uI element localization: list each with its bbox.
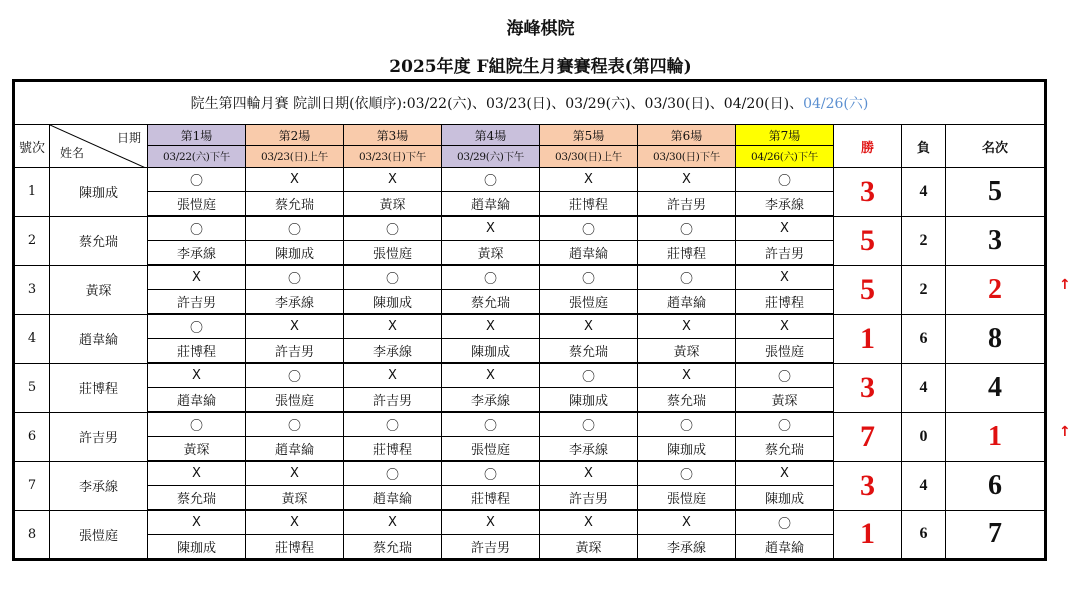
player-name: 蔡允瑞 bbox=[50, 216, 148, 265]
opponent-name: 李承線 bbox=[638, 535, 736, 560]
player-losses: 0 bbox=[902, 412, 946, 461]
game-header-5: 第5場 bbox=[540, 125, 638, 146]
game-result: X bbox=[246, 510, 344, 535]
game-result: X bbox=[246, 314, 344, 339]
opponent-name: 許吉男 bbox=[638, 192, 736, 217]
opponent-name: 許吉男 bbox=[148, 290, 246, 315]
player-rank: 1 bbox=[946, 412, 1046, 461]
opponent-name: 蔡允瑞 bbox=[344, 535, 442, 560]
player-row-8 bbox=[14, 510, 1046, 535]
player-number: 3 bbox=[14, 265, 50, 314]
info-dates: 院生第四輪月賽 院訓日期(依順序):03/22(六)、03/23(日)、03/29(六)、03/30(日)、04/20(日)、 bbox=[190, 96, 804, 112]
game-result: 〇 bbox=[246, 363, 344, 388]
opponent-name: 趙韋綸 bbox=[442, 192, 540, 217]
game-result: 〇 bbox=[344, 412, 442, 437]
opponent-name: 蔡允瑞 bbox=[540, 339, 638, 364]
opponent-name: 陳珈成 bbox=[736, 486, 834, 511]
game-date-7: 04/26(六)下午 bbox=[736, 146, 834, 168]
game-result: X bbox=[344, 510, 442, 535]
game-result: X bbox=[148, 265, 246, 290]
game-date-2: 03/23(日)上午 bbox=[246, 146, 344, 168]
game-result: X bbox=[246, 461, 344, 486]
game-result: 〇 bbox=[540, 265, 638, 290]
opponent-name: 蔡允瑞 bbox=[442, 290, 540, 315]
game-result: X bbox=[540, 314, 638, 339]
game-result: 〇 bbox=[736, 168, 834, 192]
game-result: X bbox=[638, 314, 736, 339]
player-rank: 6 bbox=[946, 461, 1046, 510]
player-wins: 3 bbox=[834, 168, 902, 217]
opponent-name: 張愷庭 bbox=[148, 192, 246, 217]
player-rank: 5 bbox=[946, 168, 1046, 217]
game-result: 〇 bbox=[442, 412, 540, 437]
opponent-name: 張愷庭 bbox=[736, 339, 834, 364]
player-wins: 5 bbox=[834, 216, 902, 265]
player-wins: 1 bbox=[834, 510, 902, 560]
opponent-name: 陳珈成 bbox=[540, 388, 638, 413]
player-losses: 4 bbox=[902, 363, 946, 412]
player-row-3 bbox=[14, 265, 1046, 290]
opponent-name: 許吉男 bbox=[540, 486, 638, 511]
opponent-name: 張愷庭 bbox=[344, 241, 442, 266]
opponent-name: 許吉男 bbox=[736, 241, 834, 266]
rank-up-arrow-icon: ↑ bbox=[1059, 277, 1071, 293]
opponent-name: 陳珈成 bbox=[442, 339, 540, 364]
opponent-name: 蔡允瑞 bbox=[148, 486, 246, 511]
header-date-label: 日期 bbox=[116, 131, 141, 145]
opponent-name: 李承線 bbox=[344, 339, 442, 364]
game-result: 〇 bbox=[540, 363, 638, 388]
game-result: X bbox=[736, 461, 834, 486]
player-number: 2 bbox=[14, 216, 50, 265]
player-name: 許吉男 bbox=[50, 412, 148, 461]
header-name-label: 姓名 bbox=[60, 146, 85, 160]
opponent-name: 李承線 bbox=[148, 241, 246, 266]
game-result: X bbox=[736, 216, 834, 241]
header-loss: 負 bbox=[902, 125, 946, 168]
game-result: 〇 bbox=[736, 510, 834, 535]
opponent-name: 許吉男 bbox=[442, 535, 540, 560]
opponent-name: 黃琛 bbox=[344, 192, 442, 217]
game-result: 〇 bbox=[638, 216, 736, 241]
player-wins: 5 bbox=[834, 265, 902, 314]
player-row-5 bbox=[14, 363, 1046, 388]
opponent-name: 莊博程 bbox=[442, 486, 540, 511]
game-result: 〇 bbox=[442, 461, 540, 486]
opponent-name: 蔡允瑞 bbox=[246, 192, 344, 217]
opponent-name: 蔡允瑞 bbox=[638, 388, 736, 413]
opponent-name: 黃琛 bbox=[736, 388, 834, 413]
player-number: 7 bbox=[14, 461, 50, 510]
opponent-name: 趙韋綸 bbox=[246, 437, 344, 462]
header-number: 號次 bbox=[14, 125, 50, 168]
game-date-3: 03/23(日)下午 bbox=[344, 146, 442, 168]
header-win: 勝 bbox=[834, 125, 902, 168]
game-date-6: 03/30(日)下午 bbox=[638, 146, 736, 168]
game-header-3: 第3場 bbox=[344, 125, 442, 146]
opponent-name: 蔡允瑞 bbox=[736, 437, 834, 462]
player-number: 6 bbox=[14, 412, 50, 461]
player-wins: 1 bbox=[834, 314, 902, 363]
opponent-name: 張愷庭 bbox=[638, 486, 736, 511]
game-result: 〇 bbox=[442, 265, 540, 290]
opponent-name: 莊博程 bbox=[246, 535, 344, 560]
player-row-2 bbox=[14, 216, 1046, 241]
player-name: 莊博程 bbox=[50, 363, 148, 412]
player-row-1 bbox=[14, 168, 1046, 192]
game-result: 〇 bbox=[344, 265, 442, 290]
game-result: 〇 bbox=[442, 168, 540, 192]
opponent-name: 莊博程 bbox=[540, 192, 638, 217]
info-highlight-date: 04/26(六) bbox=[803, 96, 869, 112]
opponent-name: 趙韋綸 bbox=[736, 535, 834, 560]
rank-up-arrow-icon: ↑ bbox=[1059, 424, 1071, 440]
player-losses: 6 bbox=[902, 314, 946, 363]
game-result: X bbox=[540, 461, 638, 486]
opponent-name: 李承線 bbox=[736, 192, 834, 217]
player-wins: 3 bbox=[834, 363, 902, 412]
player-name: 李承線 bbox=[50, 461, 148, 510]
game-date-4: 03/29(六)下午 bbox=[442, 146, 540, 168]
game-result: 〇 bbox=[540, 216, 638, 241]
game-result: 〇 bbox=[246, 412, 344, 437]
game-result: 〇 bbox=[638, 461, 736, 486]
player-name: 陳珈成 bbox=[50, 168, 148, 217]
player-number: 8 bbox=[14, 510, 50, 560]
game-result: 〇 bbox=[246, 216, 344, 241]
game-date-5: 03/30(日)上午 bbox=[540, 146, 638, 168]
player-rank: 4 bbox=[946, 363, 1046, 412]
game-result: X bbox=[638, 363, 736, 388]
game-result: X bbox=[638, 168, 736, 192]
opponent-name: 陳珈成 bbox=[638, 437, 736, 462]
player-name: 黃琛 bbox=[50, 265, 148, 314]
game-result: X bbox=[344, 363, 442, 388]
game-result: X bbox=[736, 314, 834, 339]
player-name: 趙韋綸 bbox=[50, 314, 148, 363]
game-header-6: 第6場 bbox=[638, 125, 736, 146]
player-losses: 4 bbox=[902, 461, 946, 510]
opponent-name: 陳珈成 bbox=[344, 290, 442, 315]
game-header-7: 第7場 bbox=[736, 125, 834, 146]
player-rank: 2 bbox=[946, 265, 1046, 314]
player-losses: 6 bbox=[902, 510, 946, 560]
player-number: 1 bbox=[14, 168, 50, 217]
player-losses: 2 bbox=[902, 265, 946, 314]
game-result: X bbox=[344, 314, 442, 339]
game-result: 〇 bbox=[246, 265, 344, 290]
player-row-7 bbox=[14, 461, 1046, 486]
opponent-name: 莊博程 bbox=[736, 290, 834, 315]
schedule-table bbox=[12, 79, 1047, 561]
player-rank: 7 bbox=[946, 510, 1046, 560]
game-result: 〇 bbox=[148, 168, 246, 192]
game-header-2: 第2場 bbox=[246, 125, 344, 146]
game-result: X bbox=[540, 510, 638, 535]
player-wins: 7 bbox=[834, 412, 902, 461]
game-result: X bbox=[540, 168, 638, 192]
player-losses: 2 bbox=[902, 216, 946, 265]
player-wins: 3 bbox=[834, 461, 902, 510]
opponent-name: 莊博程 bbox=[638, 241, 736, 266]
game-result: 〇 bbox=[540, 412, 638, 437]
player-number: 4 bbox=[14, 314, 50, 363]
opponent-name: 張愷庭 bbox=[442, 437, 540, 462]
game-result: 〇 bbox=[148, 412, 246, 437]
opponent-name: 李承線 bbox=[442, 388, 540, 413]
player-row-4 bbox=[14, 314, 1046, 339]
game-header-1: 第1場 bbox=[148, 125, 246, 146]
game-result: 〇 bbox=[638, 412, 736, 437]
player-name: 張愷庭 bbox=[50, 510, 148, 560]
game-result: 〇 bbox=[344, 216, 442, 241]
game-header-4: 第4場 bbox=[442, 125, 540, 146]
game-result: 〇 bbox=[148, 314, 246, 339]
opponent-name: 陳珈成 bbox=[246, 241, 344, 266]
opponent-name: 李承線 bbox=[540, 437, 638, 462]
game-result: 〇 bbox=[638, 265, 736, 290]
game-date-1: 03/22(六)下午 bbox=[148, 146, 246, 168]
opponent-name: 莊博程 bbox=[148, 339, 246, 364]
player-rank: 8 bbox=[946, 314, 1046, 363]
game-result: 〇 bbox=[736, 363, 834, 388]
game-result: 〇 bbox=[148, 216, 246, 241]
player-row-6 bbox=[14, 412, 1046, 437]
player-losses: 4 bbox=[902, 168, 946, 217]
game-result: X bbox=[638, 510, 736, 535]
page-title: 海峰棋院 bbox=[506, 19, 575, 39]
game-result: X bbox=[246, 168, 344, 192]
opponent-name: 許吉男 bbox=[246, 339, 344, 364]
game-result: X bbox=[344, 168, 442, 192]
opponent-name: 趙韋綸 bbox=[344, 486, 442, 511]
opponent-name: 黃琛 bbox=[246, 486, 344, 511]
opponent-name: 趙韋綸 bbox=[148, 388, 246, 413]
game-result: X bbox=[736, 265, 834, 290]
opponent-name: 莊博程 bbox=[344, 437, 442, 462]
game-result: X bbox=[442, 314, 540, 339]
header-date-name-cell bbox=[50, 125, 148, 168]
player-number: 5 bbox=[14, 363, 50, 412]
game-result: 〇 bbox=[736, 412, 834, 437]
opponent-name: 黃琛 bbox=[442, 241, 540, 266]
game-result: X bbox=[148, 510, 246, 535]
opponent-name: 張愷庭 bbox=[246, 388, 344, 413]
game-result: X bbox=[148, 461, 246, 486]
game-result: X bbox=[148, 363, 246, 388]
header-rank: 名次 bbox=[946, 125, 1046, 168]
opponent-name: 黃琛 bbox=[540, 535, 638, 560]
page-subtitle: 2025年度 F組院生月賽賽程表(第四輪) bbox=[389, 57, 692, 77]
opponent-name: 李承線 bbox=[246, 290, 344, 315]
opponent-name: 趙韋綸 bbox=[638, 290, 736, 315]
opponent-name: 趙韋綸 bbox=[540, 241, 638, 266]
game-result: X bbox=[442, 216, 540, 241]
game-result: 〇 bbox=[344, 461, 442, 486]
game-result: X bbox=[442, 510, 540, 535]
opponent-name: 許吉男 bbox=[344, 388, 442, 413]
game-result: X bbox=[442, 363, 540, 388]
opponent-name: 黃琛 bbox=[148, 437, 246, 462]
opponent-name: 陳珈成 bbox=[148, 535, 246, 560]
opponent-name: 黃琛 bbox=[638, 339, 736, 364]
player-rank: 3 bbox=[946, 216, 1046, 265]
opponent-name: 張愷庭 bbox=[540, 290, 638, 315]
schedule-info-line bbox=[14, 81, 1046, 125]
